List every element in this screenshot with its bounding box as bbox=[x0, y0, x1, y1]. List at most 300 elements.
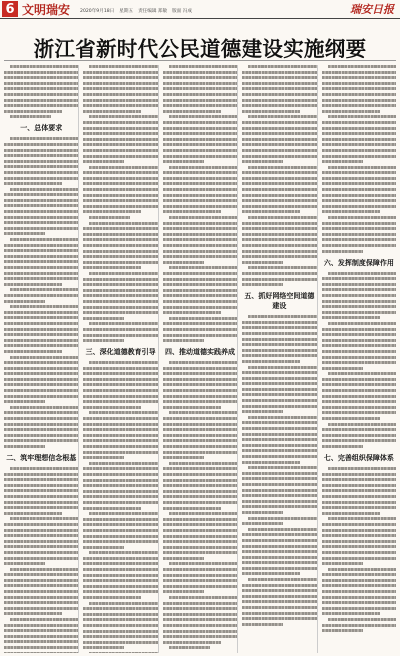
text-line bbox=[163, 389, 237, 392]
text-line bbox=[163, 132, 237, 135]
text-line bbox=[89, 166, 157, 169]
text-line bbox=[83, 423, 157, 426]
text-line bbox=[83, 646, 124, 649]
text-line bbox=[89, 411, 157, 414]
text-line bbox=[242, 188, 316, 191]
text-line bbox=[242, 584, 316, 587]
text-line bbox=[242, 326, 316, 329]
text-line bbox=[242, 338, 316, 341]
text-line bbox=[4, 104, 78, 107]
text-line bbox=[83, 574, 157, 577]
text-line bbox=[163, 473, 237, 476]
text-line bbox=[83, 568, 157, 571]
text-line bbox=[163, 334, 237, 337]
text-line bbox=[163, 210, 221, 213]
text-line bbox=[322, 624, 396, 627]
text-line bbox=[4, 277, 78, 280]
text-line bbox=[163, 417, 237, 420]
column-3 bbox=[163, 65, 238, 653]
text-line bbox=[4, 294, 78, 297]
text-line bbox=[83, 194, 157, 197]
text-line bbox=[163, 523, 237, 526]
text-line bbox=[163, 383, 237, 386]
brand-logo: 瑞安日报 bbox=[350, 3, 394, 16]
text-line bbox=[4, 182, 62, 185]
headline-divider bbox=[4, 60, 396, 61]
text-line bbox=[83, 383, 157, 386]
text-line bbox=[322, 439, 396, 442]
text-line bbox=[242, 623, 283, 626]
text-line bbox=[242, 461, 300, 464]
text-line bbox=[83, 143, 157, 146]
text-line bbox=[322, 121, 396, 124]
text-line bbox=[83, 294, 157, 297]
text-line bbox=[83, 618, 157, 621]
text-line bbox=[4, 283, 62, 286]
text-line bbox=[242, 127, 316, 130]
paragraph bbox=[163, 266, 237, 342]
text-line bbox=[163, 82, 237, 85]
issue-editor: 责任编辑 郑敏 bbox=[138, 8, 168, 14]
text-line bbox=[163, 456, 204, 459]
text-line bbox=[169, 646, 210, 649]
text-line bbox=[322, 356, 396, 359]
text-line bbox=[328, 272, 396, 275]
paragraph bbox=[322, 272, 396, 448]
text-line bbox=[163, 289, 237, 292]
text-line bbox=[83, 71, 157, 74]
text-line bbox=[322, 445, 363, 448]
text-line bbox=[169, 216, 237, 219]
text-line bbox=[4, 540, 78, 543]
text-line bbox=[83, 630, 157, 633]
text-line bbox=[322, 300, 396, 303]
text-line bbox=[89, 216, 130, 219]
text-line bbox=[328, 618, 396, 621]
text-line bbox=[322, 495, 396, 498]
text-line bbox=[163, 507, 221, 510]
text-line bbox=[163, 149, 237, 152]
text-line bbox=[83, 132, 157, 135]
text-line bbox=[242, 433, 316, 436]
text-line bbox=[4, 596, 78, 599]
text-line bbox=[242, 354, 316, 357]
text-line bbox=[242, 177, 316, 180]
text-line bbox=[322, 484, 396, 487]
text-line bbox=[169, 562, 237, 565]
text-line bbox=[322, 584, 396, 587]
text-line bbox=[163, 495, 237, 498]
section-heading-s4: 四、推动道德实践养成 bbox=[165, 348, 236, 357]
issue-date: 2020年9月18日 bbox=[80, 8, 115, 14]
text-line bbox=[322, 378, 396, 381]
text-line bbox=[163, 155, 237, 158]
text-line bbox=[242, 427, 316, 430]
text-line bbox=[322, 545, 396, 548]
text-line bbox=[322, 395, 396, 398]
text-line bbox=[89, 551, 157, 554]
text-line bbox=[242, 332, 316, 335]
text-line bbox=[322, 333, 396, 336]
section-heading-s1: 一、总体要求 bbox=[20, 124, 63, 133]
text-line bbox=[242, 160, 283, 163]
paragraph bbox=[83, 551, 157, 653]
text-line bbox=[242, 600, 316, 603]
text-line bbox=[163, 283, 237, 286]
text-line bbox=[83, 523, 157, 526]
text-line bbox=[163, 378, 237, 381]
text-line bbox=[163, 138, 237, 141]
text-line bbox=[83, 473, 157, 476]
text-line bbox=[242, 612, 316, 615]
text-line bbox=[83, 171, 157, 174]
text-line bbox=[163, 238, 237, 241]
text-line bbox=[322, 155, 396, 158]
text-line bbox=[242, 382, 316, 385]
text-line bbox=[4, 489, 78, 492]
text-line bbox=[4, 82, 78, 85]
column-5 bbox=[322, 65, 396, 653]
text-line bbox=[163, 121, 237, 124]
text-line bbox=[4, 350, 62, 353]
text-line bbox=[242, 567, 316, 570]
text-line bbox=[242, 455, 316, 458]
text-line bbox=[10, 137, 78, 140]
text-line bbox=[4, 501, 78, 504]
text-line bbox=[163, 99, 237, 102]
text-line bbox=[4, 523, 78, 526]
text-line bbox=[322, 590, 396, 593]
text-line bbox=[163, 182, 237, 185]
text-line bbox=[4, 579, 78, 582]
text-line bbox=[163, 635, 237, 638]
text-line bbox=[83, 557, 157, 560]
paragraph bbox=[4, 305, 78, 448]
text-line bbox=[322, 551, 396, 554]
text-line bbox=[163, 171, 237, 174]
text-line bbox=[242, 93, 316, 96]
text-line bbox=[4, 93, 78, 96]
text-line bbox=[322, 210, 380, 213]
paragraph bbox=[242, 65, 316, 286]
text-line bbox=[83, 233, 157, 236]
text-line bbox=[242, 143, 316, 146]
text-line bbox=[4, 216, 78, 219]
text-line bbox=[322, 132, 396, 135]
text-line bbox=[83, 199, 157, 202]
text-line bbox=[163, 339, 204, 342]
text-line bbox=[248, 315, 316, 318]
text-line bbox=[169, 266, 237, 269]
paragraph bbox=[163, 65, 237, 264]
text-line bbox=[83, 155, 157, 158]
text-line bbox=[163, 177, 237, 180]
text-line bbox=[163, 104, 237, 107]
text-line bbox=[4, 573, 78, 576]
text-line bbox=[4, 640, 78, 643]
text-line bbox=[163, 585, 237, 588]
text-line bbox=[163, 205, 237, 208]
text-line bbox=[83, 317, 124, 320]
text-line bbox=[163, 250, 237, 253]
text-line bbox=[163, 467, 237, 470]
text-line bbox=[242, 222, 316, 225]
text-line bbox=[242, 233, 316, 236]
text-line bbox=[242, 472, 316, 475]
text-line bbox=[169, 65, 237, 68]
text-line bbox=[83, 607, 157, 610]
text-line bbox=[83, 518, 157, 521]
text-line bbox=[163, 607, 237, 610]
text-line bbox=[83, 490, 157, 493]
text-line bbox=[83, 138, 157, 141]
text-line bbox=[322, 288, 396, 291]
text-line bbox=[83, 104, 157, 107]
text-line bbox=[4, 165, 78, 168]
text-line bbox=[322, 250, 363, 253]
text-line bbox=[83, 93, 157, 96]
text-line bbox=[322, 417, 380, 420]
text-line bbox=[322, 82, 396, 85]
text-line bbox=[322, 143, 396, 146]
paragraph bbox=[83, 361, 157, 549]
text-line bbox=[322, 428, 396, 431]
text-line bbox=[242, 477, 316, 480]
text-line bbox=[89, 652, 157, 653]
text-line bbox=[4, 534, 78, 537]
text-line bbox=[242, 539, 316, 542]
issue-layout: 版面 冯成 bbox=[172, 8, 192, 14]
text-line bbox=[83, 367, 157, 370]
text-line bbox=[242, 405, 316, 408]
text-line bbox=[242, 199, 316, 202]
text-line bbox=[242, 533, 316, 536]
text-line bbox=[163, 568, 237, 571]
text-line bbox=[322, 328, 396, 331]
text-line bbox=[83, 439, 157, 442]
text-line bbox=[4, 344, 78, 347]
section-heading-s6: 六、发挥制度保障作用 bbox=[323, 258, 394, 267]
text-line bbox=[242, 550, 316, 553]
text-line bbox=[10, 568, 78, 571]
text-line bbox=[83, 261, 157, 264]
text-line bbox=[248, 466, 316, 469]
text-line bbox=[10, 517, 78, 520]
text-line bbox=[163, 540, 237, 543]
text-line bbox=[242, 244, 316, 247]
column-4 bbox=[242, 65, 317, 653]
text-line bbox=[163, 328, 237, 331]
text-line bbox=[4, 624, 78, 627]
text-line bbox=[163, 93, 237, 96]
masthead bbox=[0, 0, 400, 19]
text-line bbox=[4, 478, 78, 481]
text-line bbox=[322, 523, 396, 526]
text-line bbox=[4, 395, 78, 398]
text-line bbox=[163, 110, 221, 113]
text-line bbox=[322, 93, 396, 96]
text-line bbox=[4, 601, 78, 604]
text-line bbox=[242, 617, 316, 620]
text-line bbox=[242, 261, 283, 264]
text-line bbox=[83, 501, 157, 504]
text-line bbox=[169, 512, 237, 515]
text-line bbox=[163, 311, 221, 314]
text-line bbox=[4, 255, 78, 258]
text-line bbox=[10, 238, 78, 241]
text-line bbox=[83, 311, 157, 314]
text-line bbox=[83, 635, 157, 638]
text-line bbox=[328, 115, 396, 118]
text-line bbox=[242, 210, 300, 213]
text-line bbox=[4, 439, 78, 442]
text-line bbox=[322, 188, 396, 191]
text-line bbox=[10, 406, 78, 409]
text-line bbox=[83, 99, 157, 102]
text-line bbox=[163, 400, 237, 403]
text-line bbox=[83, 579, 157, 582]
text-line bbox=[322, 244, 396, 247]
text-line bbox=[4, 367, 78, 370]
text-line bbox=[83, 641, 157, 644]
text-line bbox=[4, 244, 78, 247]
text-line bbox=[163, 551, 237, 554]
text-line bbox=[242, 104, 316, 107]
text-line bbox=[322, 573, 396, 576]
text-line bbox=[83, 467, 157, 470]
text-line bbox=[4, 193, 78, 196]
text-line bbox=[322, 277, 396, 280]
text-line bbox=[83, 372, 157, 375]
text-line bbox=[4, 372, 78, 375]
text-line bbox=[89, 222, 157, 225]
issue-weekday: 星期五 bbox=[119, 8, 134, 14]
text-line bbox=[4, 99, 78, 102]
text-line bbox=[163, 143, 237, 146]
text-line bbox=[83, 613, 157, 616]
text-line bbox=[163, 479, 237, 482]
text-line bbox=[10, 467, 78, 470]
text-line bbox=[322, 160, 363, 163]
text-line bbox=[322, 71, 396, 74]
text-line bbox=[83, 244, 157, 247]
text-line bbox=[83, 406, 141, 409]
text-line bbox=[89, 322, 157, 325]
text-line bbox=[322, 629, 363, 632]
text-line bbox=[10, 618, 78, 621]
text-line bbox=[4, 473, 78, 476]
text-line bbox=[89, 462, 157, 465]
text-line bbox=[242, 99, 316, 102]
text-line bbox=[242, 194, 316, 197]
text-line bbox=[83, 127, 157, 130]
text-line bbox=[4, 316, 78, 319]
text-line bbox=[163, 613, 237, 616]
text-line bbox=[4, 646, 78, 649]
text-line bbox=[242, 255, 316, 258]
text-line bbox=[4, 227, 78, 230]
text-line bbox=[83, 400, 157, 403]
text-line bbox=[248, 166, 316, 169]
text-line bbox=[163, 278, 237, 281]
text-line bbox=[242, 278, 316, 281]
text-line bbox=[322, 238, 396, 241]
text-line bbox=[322, 411, 396, 414]
text-line bbox=[163, 322, 237, 325]
text-line bbox=[10, 305, 78, 308]
text-line bbox=[322, 311, 396, 314]
text-line bbox=[4, 529, 78, 532]
text-line bbox=[248, 517, 316, 520]
text-line bbox=[4, 272, 78, 275]
text-line bbox=[163, 630, 237, 633]
text-line bbox=[4, 512, 62, 515]
text-line bbox=[83, 546, 124, 549]
text-line bbox=[322, 557, 396, 560]
text-line bbox=[4, 143, 78, 146]
text-line bbox=[83, 596, 141, 599]
text-line bbox=[322, 534, 396, 537]
text-line bbox=[163, 618, 237, 621]
text-line bbox=[4, 652, 78, 653]
text-line bbox=[328, 166, 396, 169]
text-line bbox=[4, 149, 78, 152]
text-line bbox=[328, 467, 396, 470]
text-line bbox=[242, 87, 316, 90]
text-line bbox=[163, 367, 237, 370]
section-heading-s5: 五、抓好网络空间道德建设 bbox=[244, 292, 315, 311]
text-line bbox=[242, 500, 316, 503]
text-line bbox=[242, 511, 283, 514]
text-line bbox=[322, 222, 396, 225]
text-line bbox=[322, 506, 396, 509]
text-line bbox=[248, 115, 316, 118]
text-line bbox=[83, 451, 157, 454]
text-line bbox=[4, 411, 78, 414]
text-line bbox=[322, 171, 396, 174]
text-line bbox=[83, 278, 157, 281]
text-line bbox=[163, 188, 237, 191]
text-line bbox=[242, 444, 316, 447]
text-line bbox=[4, 551, 78, 554]
text-line bbox=[4, 210, 78, 213]
text-line bbox=[83, 160, 124, 163]
text-line bbox=[248, 65, 316, 68]
text-line bbox=[163, 233, 237, 236]
text-line bbox=[242, 349, 316, 352]
text-line bbox=[242, 227, 316, 230]
text-line bbox=[163, 194, 237, 197]
text-line bbox=[83, 535, 157, 538]
text-line bbox=[4, 445, 45, 448]
text-line bbox=[322, 76, 396, 79]
text-line bbox=[242, 182, 316, 185]
text-line bbox=[242, 138, 316, 141]
text-line bbox=[4, 562, 45, 565]
text-line bbox=[322, 489, 396, 492]
text-line bbox=[4, 590, 78, 593]
text-line bbox=[83, 389, 157, 392]
text-line bbox=[83, 110, 141, 113]
paragraph bbox=[83, 65, 157, 219]
text-line bbox=[89, 602, 157, 605]
text-line bbox=[322, 389, 396, 392]
text-line bbox=[322, 194, 396, 197]
text-line bbox=[322, 596, 396, 599]
text-line bbox=[328, 65, 396, 68]
text-line bbox=[89, 272, 157, 275]
text-line bbox=[163, 395, 237, 398]
